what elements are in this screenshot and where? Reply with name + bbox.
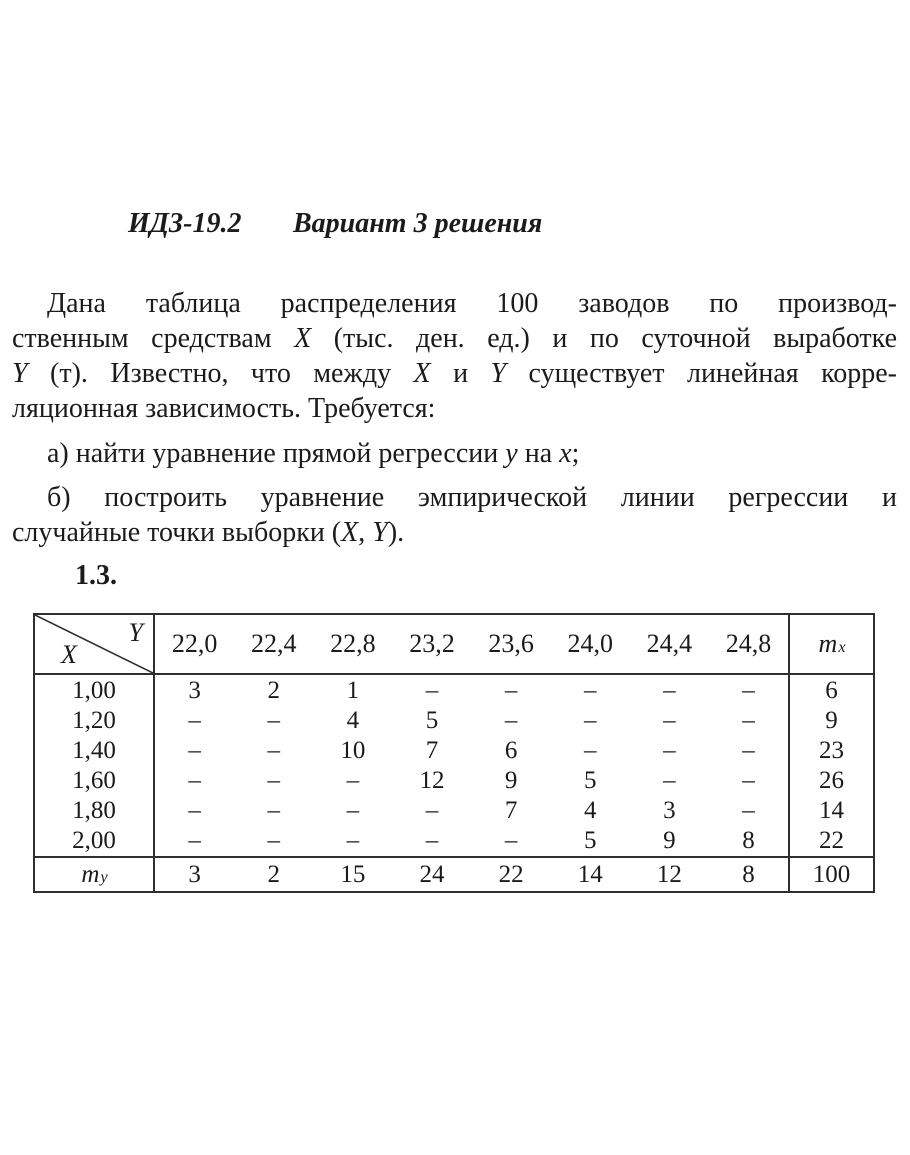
statement-text: и (430, 358, 491, 389)
freq-cell: 5 (583, 767, 597, 795)
mx-cell: 22 (788, 826, 873, 856)
freq-cell: – (742, 706, 755, 734)
my-total-cell: 3 (155, 856, 234, 891)
var-x: x (559, 438, 572, 469)
freq-cell: 8 (742, 827, 755, 855)
task-a-text: а) найти уравнение прямой регрессии (47, 438, 506, 469)
freq-cell: – (346, 797, 360, 825)
task-item-a (12, 436, 897, 471)
freq-cell: 4 (346, 706, 360, 734)
freq-cell: – (583, 706, 597, 734)
col-header: 23,6 (472, 615, 551, 675)
freq-cell: – (504, 706, 518, 734)
freq-cell: – (188, 706, 201, 734)
mx-cell: 9 (788, 705, 873, 735)
var-y: Y (490, 358, 507, 389)
row-label: 1,00 (35, 675, 155, 705)
freq-cell: – (188, 797, 201, 825)
freq-cell: – (742, 797, 755, 825)
statement-line-3 (12, 356, 897, 391)
freq-cell: 3 (663, 797, 676, 825)
freq-cell: – (267, 736, 280, 764)
var-y: y (505, 438, 518, 469)
freq-cell: – (663, 676, 676, 704)
my-total-cell: 15 (313, 856, 392, 891)
my-total-cell: 24 (392, 856, 471, 891)
var-y: Y (12, 358, 28, 389)
freq-cell: – (188, 736, 201, 764)
correlation-table (33, 613, 875, 893)
col-header: 24,8 (709, 615, 788, 675)
freq-cell: – (346, 767, 360, 795)
problem-statement (12, 286, 897, 426)
row-label: 1,80 (35, 796, 155, 826)
corner-cell (35, 615, 155, 675)
freq-cell: – (742, 736, 755, 764)
col-header: 22,0 (155, 615, 234, 675)
task-b-text: , (358, 517, 373, 548)
task-a-text: на (517, 438, 560, 469)
mx-cell: 14 (788, 796, 873, 826)
task-b-text: ). (387, 517, 405, 548)
freq-cell: – (425, 827, 439, 855)
mx-cell: 23 (788, 735, 873, 765)
freq-cell: 1 (346, 676, 360, 704)
mx-cell: 26 (788, 765, 873, 795)
task-a-text: ; (571, 438, 580, 469)
col-header: 22,8 (313, 615, 392, 675)
freq-cell: – (504, 827, 518, 855)
col-header: 22,4 (234, 615, 313, 675)
task-b-line-2 (12, 515, 897, 550)
freq-cell: – (188, 767, 201, 795)
freq-cell: 12 (419, 767, 445, 795)
freq-cell: 9 (663, 827, 676, 855)
statement-text: Дана таблица распределения 100 заводов по производ- (47, 288, 897, 319)
freq-cell: – (425, 676, 439, 704)
statement-line-1 (12, 286, 897, 321)
task-b-text: случайные точки выборки ( (12, 517, 342, 548)
my-total-cell: 8 (709, 856, 788, 891)
assignment-code: ИДЗ-19.2 (128, 208, 242, 239)
freq-cell: – (267, 767, 280, 795)
freq-cell: 2 (267, 676, 280, 704)
my-total-cell: 12 (630, 856, 709, 891)
freq-cell: – (583, 676, 597, 704)
row-label: 1,40 (35, 735, 155, 765)
freq-cell: – (267, 827, 280, 855)
col-header: 24,4 (630, 615, 709, 675)
my-total-cell: 2 (234, 856, 313, 891)
statement-text: ляционная зависимость. Требуется: (12, 393, 436, 424)
freq-cell: – (188, 827, 201, 855)
freq-cell: – (663, 767, 676, 795)
freq-cell: – (742, 767, 755, 795)
col-header: 23,2 (392, 615, 471, 675)
var-x: X (413, 358, 431, 389)
x-axis-label: X (61, 640, 77, 669)
grand-total-cell: 100 (788, 856, 873, 891)
freq-cell: 5 (583, 827, 597, 855)
freq-cell: 3 (188, 676, 201, 704)
freq-cell: – (504, 676, 518, 704)
statement-text: существует линейная корре- (506, 358, 898, 389)
my-total-cell: 14 (551, 856, 630, 891)
task-b-line-1 (12, 480, 897, 515)
my-label: m $_y$ (35, 856, 155, 891)
mx-cell: 6 (788, 675, 873, 705)
freq-cell: 6 (504, 736, 518, 764)
freq-cell: 10 (340, 736, 366, 764)
freq-cell: – (267, 797, 280, 825)
freq-cell: – (742, 676, 755, 704)
task-b-text: б) построить уравнение эмпирической линии регрессии и (47, 482, 897, 513)
freq-cell: 7 (504, 797, 518, 825)
freq-cell: – (425, 797, 439, 825)
freq-cell: – (346, 827, 360, 855)
my-total-cell: 22 (472, 856, 551, 891)
var-x: X (341, 517, 359, 548)
freq-cell: 4 (583, 797, 597, 825)
y-axis-label: Y (128, 618, 143, 647)
statement-line-2 (12, 321, 897, 356)
mx-header: m $_x$ (788, 615, 873, 675)
task-item-b (12, 480, 897, 550)
statement-line-4 (12, 391, 897, 426)
freq-cell: 9 (504, 767, 518, 795)
statement-text: (тыс. ден. ед.) и по суточной выработке (311, 323, 898, 354)
var-y: Y (372, 517, 388, 548)
variant-title: Вариант 3 решения (293, 208, 543, 239)
row-label: 2,00 (35, 826, 155, 856)
row-label: 1,60 (35, 765, 155, 795)
statement-text: (т). Известно, что между (27, 358, 414, 389)
freq-cell: – (663, 736, 676, 764)
freq-cell: – (267, 706, 280, 734)
freq-cell: 7 (425, 736, 439, 764)
col-header: 24,0 (551, 615, 630, 675)
freq-cell: – (663, 706, 676, 734)
mx-symbol: m (818, 629, 838, 658)
var-x: X (294, 323, 312, 354)
freq-cell: 5 (425, 706, 439, 734)
section-label: 1.3. (75, 560, 117, 591)
freq-cell: – (583, 736, 597, 764)
row-label: 1,20 (35, 705, 155, 735)
statement-text: ственным средствам (12, 323, 295, 354)
my-symbol: m (81, 860, 100, 888)
